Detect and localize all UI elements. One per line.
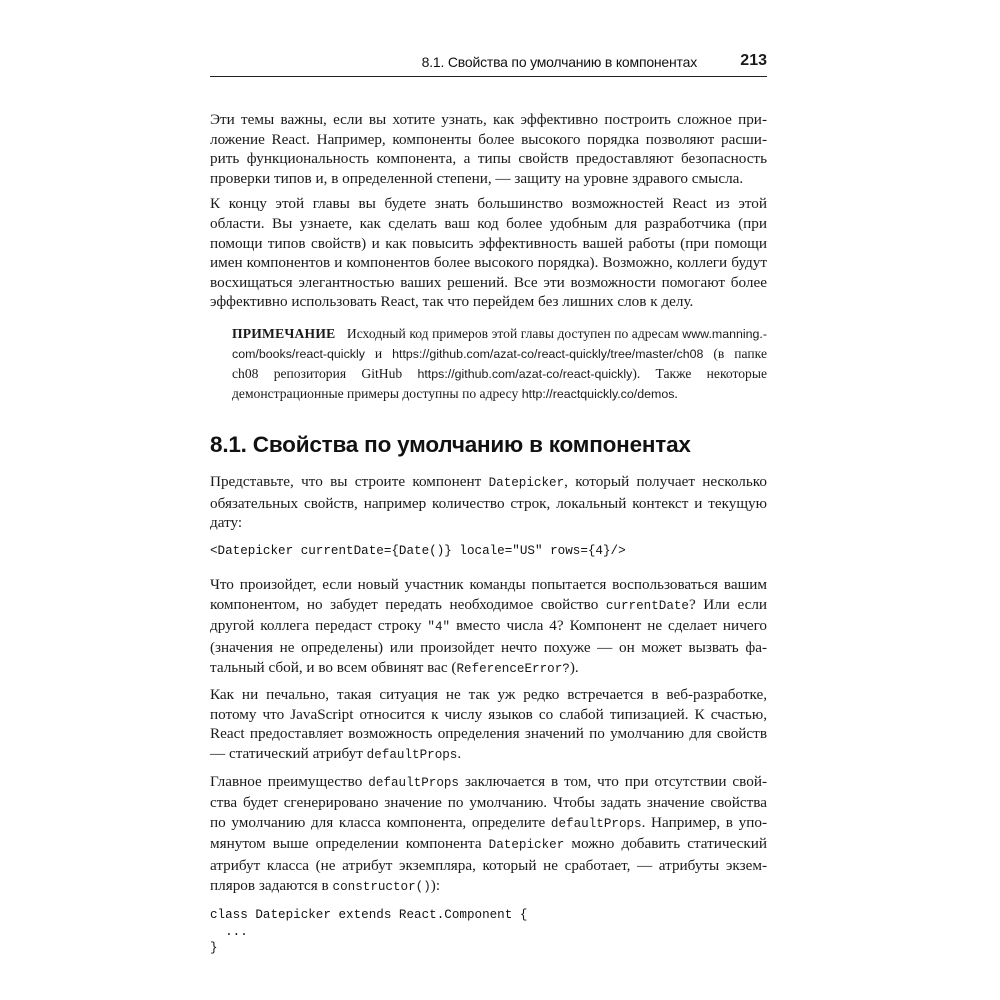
code-block-class-definition: class Datepicker extends React.Component { ... } (210, 908, 528, 956)
inline-code: constructor() (332, 879, 431, 894)
text-span: . Например, в упомянутом выше определении компонента (210, 813, 767, 853)
inline-code: currentDate (605, 598, 689, 613)
note-text: . (674, 385, 678, 401)
text-span: ? Или если другой коллега передаст строку (210, 595, 768, 635)
text-span: , который получает несколько обязательных свойств, например количество строк, локальный контекст и текущую дату: (210, 472, 767, 532)
note-label: ПРИМЕЧАНИЕ (232, 325, 336, 341)
text-span: Как ни печально, такая ситуация не так уж редко встречается в веб-разработке, потому что JavaScript относится к числу языков со слабой типизацией. К счастью, React предоставляет возможность определения значений по умолчанию для свойств — статический атрибут (210, 686, 767, 762)
note-block (232, 324, 767, 404)
text-span: ): (430, 876, 441, 894)
inline-code: defaultProps (550, 816, 642, 831)
text-span: . (457, 744, 462, 762)
section-paragraph-4 (210, 772, 767, 898)
note-text: и (374, 345, 383, 361)
section-paragraph-2 (210, 575, 767, 679)
intro-paragraph-2: К концу этой главы вы будете знать большинство возможностей React из этой области. Вы узнаете, как сделать ваш код более удобным для разработчика (при помощи типов свойств) и как повысить эффективность вашей работы (при помощи имен компонентов и компонентов более высокого порядка). Возможно, коллеги будут восхищаться элегантностью ваших решений. Все эти возможности помогают более эффективно использовать React, так что перейдем без лишних слов к делу. (210, 195, 767, 311)
inline-code: defaultProps (366, 747, 458, 762)
note-link-manning[interactable]: www.manning.com/books/react-quickly (232, 326, 767, 361)
text-span: Главное преимущество (210, 772, 363, 790)
running-header (210, 50, 767, 77)
text-span: можно добавить статический атрибут класса (не атрибут экземпляра, который не сработает, — атрибуты экземпляров задаются в (210, 835, 768, 894)
text-span: Представьте, что вы строите компонент (210, 472, 482, 490)
note-link-github-repo[interactable]: https://github.com/azat-co/react-quickly (417, 366, 633, 381)
running-title: 8.1. Свойства по умолчанию в компонентах (421, 54, 697, 70)
intro-paragraph-1: Эти темы важны, если вы хотите узнать, как эффективно построить сложное приложение React. Например, компоненты более высокого порядка позволяют расширить функциональность компонента, а типы свойств предоставляют безопасность проверки типов и, в определенной степени, — защиту на уровне здравого смысла. (210, 111, 767, 187)
inline-code: Datepicker (488, 838, 565, 853)
text-span: вместо числа 4? Компонент не сделает ничего (значения не определены) или произойдет нечто похуже — он может вызвать фатальный сбой, и во всем обвинят вас ( (210, 617, 768, 676)
inline-code: "4" (427, 620, 451, 635)
note-text: Исходный код примеров этой главы доступен по адресам (346, 325, 679, 341)
inline-code: Datepicker (488, 475, 565, 490)
inline-code: defaultProps (368, 775, 459, 790)
code-block-datepicker-usage: <Datepicker currentDate={Date()} locale="US" rows={4}/> (210, 543, 626, 558)
page-number: 213 (740, 52, 767, 69)
note-text: (в папке ch08 репозитория GitHub (232, 345, 767, 381)
section-heading: 8.1. Свойства по умолчанию в компонентах (210, 431, 691, 457)
inline-code: ReferenceError? (456, 661, 570, 676)
note-text: ). Также некоторые демонстрационные примеры доступны по адресу (232, 365, 767, 401)
section-paragraph-1 (210, 472, 767, 533)
note-link-demos[interactable]: http://reactquickly.co/demos (521, 386, 675, 401)
text-span: заключается в том, что при отсутствии свойства будет сгенерировано значение по умолчанию. Чтобы задать значение свойства по умолчанию для класса компонента, определите (210, 772, 768, 831)
section-paragraph-3 (210, 685, 767, 765)
page-content (210, 110, 767, 973)
text-span: ). (569, 658, 579, 676)
text-span: Что произойдет, если новый участник команды попытается воспользоваться вашим компонентом, но забудет передать необходимое свойство (210, 576, 767, 613)
note-link-github-ch08[interactable]: https://github.com/azat-co/react-quickly/tree/master/ch08 (392, 346, 704, 361)
